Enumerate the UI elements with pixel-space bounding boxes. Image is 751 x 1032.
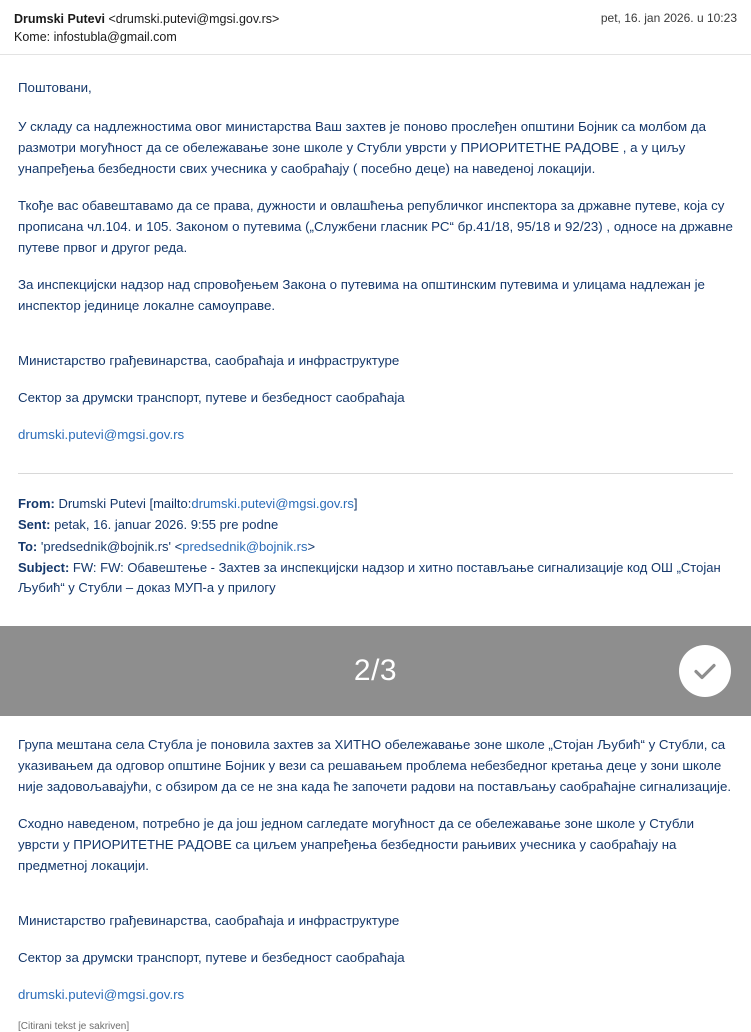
quoted-header	[18, 494, 733, 598]
quoted-sent-value: petak, 16. januar 2026. 9:55 pre podne	[54, 517, 279, 533]
lower-paragraph-1: Група мештана села Стубла је поновила захтев за ХИТНО обележавање зоне школе „Стојан Љубић“ у Стубли, са указивањем да одговор општине Бојник у вези са решавањем проблема небезбедног кретања деце у зони школе није задовољавајући, с обзиром да се не зна када ће започети радови на постављању саобраћајне сигнализације.	[18, 737, 732, 794]
signature-email-wrap	[18, 424, 733, 445]
quoted-sent-label: Sent:	[18, 517, 51, 533]
lower-signature-email-link[interactable]: drumski.putevi@mgsi.gov.rs	[18, 987, 185, 1002]
recipient-line	[14, 28, 279, 46]
quoted-to-prefix: 'predsednik@bojnik.rs' <	[40, 538, 183, 554]
email-body-continued	[0, 716, 751, 1032]
lower-signature-email-wrap	[18, 984, 733, 1005]
body-paragraph-2: Ткође вас обавештавамо да се права, дужности и овлашћења републичког инспектора за државне путеве, која су прописана чл.104. и 105. Законом о путевима („Службени гласник РС“ бр.41/18, 95/18 и 92/23) , односе на државне путеве првог и другог реда.	[18, 198, 733, 256]
lower-signature-line-1: Министарство грађевинарства, саобраћаја и инфраструктуре	[18, 913, 400, 928]
body-greeting: Поштовани,	[18, 80, 92, 96]
sender-name: Drumski Putevi	[14, 12, 106, 26]
quoted-from-value: Drumski Putevi [mailto:	[58, 496, 192, 512]
quoted-to-email[interactable]: predsednik@bojnik.rs	[182, 538, 308, 554]
quoted-from-suffix: ]	[353, 496, 358, 512]
recipient-address[interactable]: infostubla@gmail.com	[53, 30, 177, 45]
page-indicator-bar	[0, 626, 751, 716]
quoted-from-email[interactable]: drumski.putevi@mgsi.gov.rs	[191, 496, 354, 512]
lower-paragraph-2: Сходно наведеном, потребно је да још једном сагледате могућност да се обележавање зоне школе у Стубли уврсти у ПРИОРИТЕТНЕ РАДОВЕ са циљем унапређења безбедности рањивих учесника у саобраћају на предметној локацији.	[18, 816, 695, 873]
lower-signature-line-2: Сектор за друмски транспорт, путеве и безбедност саобраћаја	[18, 950, 405, 965]
page-counter: 2/3	[353, 654, 398, 687]
signature-line-2: Сектор за друмски транспорт, путеве и безбедност саобраћаја	[18, 390, 405, 406]
signature-line-1: Министарство грађевинарства, саобраћаја и инфраструктуре	[18, 353, 400, 369]
quoted-subject-row	[18, 558, 733, 598]
recipient-label: Kome:	[14, 30, 51, 45]
quoted-to-label: To:	[18, 538, 38, 554]
email-date: pet, 16. jan 2026. u 10:23	[600, 11, 737, 25]
sender-line	[14, 10, 279, 28]
signature-email-link[interactable]: drumski.putevi@mgsi.gov.rs	[18, 427, 185, 443]
confirm-button[interactable]	[679, 645, 731, 697]
email-body	[0, 55, 751, 651]
quoted-sent-row	[18, 515, 733, 535]
quote-divider	[18, 473, 733, 474]
check-icon	[690, 656, 720, 686]
quoted-subject-label: Subject:	[18, 559, 70, 575]
quoted-from-row	[18, 494, 733, 514]
body-paragraph-3: За инспекцијски надзор над спровођењем Закона о путевима на општинским путевима и улицама надлежан је инспектор јединице локалне самоуправе.	[18, 277, 705, 314]
body-paragraph-1: У складу са надлежностима овог министарства Ваш захтев је поново прослеђен општини Бојник са молбом да размотри могућност да се обележавање зоне школе у Стубли уврсти у ПРИОРИТЕТНЕ РАДОВЕ , а у циљу унапређења безбедности свих учесника у саобраћају ( посебно деце) на наведеној локацији.	[18, 119, 707, 177]
quoted-to-suffix: >	[307, 538, 316, 554]
email-header	[0, 0, 751, 55]
sender-address[interactable]: <drumski.putevi@mgsi.gov.rs>	[108, 12, 280, 26]
quoted-to-row	[18, 537, 733, 557]
quoted-from-label: From:	[18, 496, 55, 512]
email-header-left	[14, 10, 279, 46]
hidden-quoted-text-note[interactable]: [Citirani tekst je sakriven]	[18, 1021, 130, 1032]
quoted-subject-value: FW: FW: Обавештење - Захтев за инспекцијски надзор и хитно постављање сигнализације код ОШ „Стојан Љубић“ у Стубли – доказ МУП-а у прилогу	[18, 559, 721, 595]
